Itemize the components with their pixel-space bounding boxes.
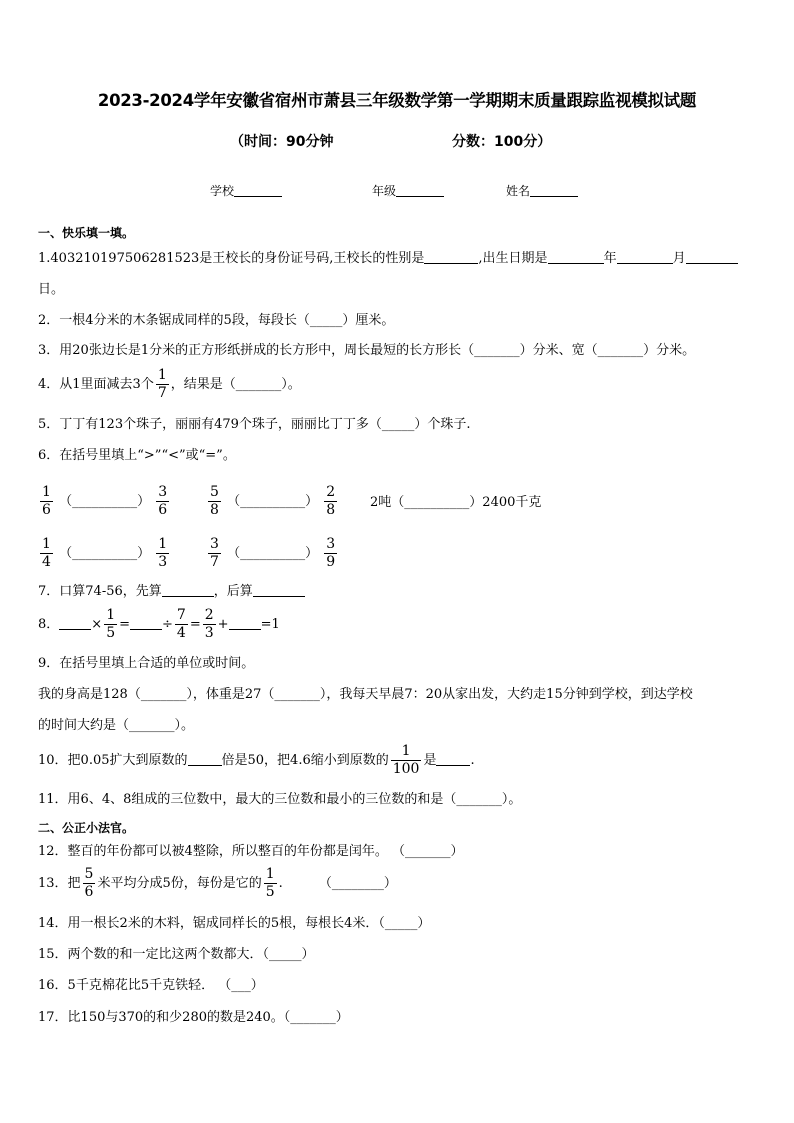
q1-blank-day[interactable] xyxy=(686,251,738,264)
q6-2-right-fraction xyxy=(324,484,337,519)
q10-text-c: 是 xyxy=(423,753,437,768)
times-sign: × xyxy=(91,617,103,632)
q6-3-answer-blank[interactable]: （__________） xyxy=(391,495,483,510)
question-13 xyxy=(38,866,397,901)
q10-text-d: . xyxy=(470,753,475,768)
question-10 xyxy=(38,743,475,778)
q6-1-answer-blank[interactable]: （__________） xyxy=(59,494,151,509)
plus-sign: + xyxy=(217,617,229,632)
q6-4-right-fraction xyxy=(156,536,169,571)
q4-denominator: 7 xyxy=(157,385,167,401)
q6-item-5 xyxy=(206,536,339,571)
question-7 xyxy=(38,583,305,601)
page-title: 2023-2024学年安徽省宿州市萧县三年级数学第一学期期末质量跟踪监视模拟试题 xyxy=(97,91,697,110)
denominator: 6 xyxy=(42,502,51,518)
denominator: 6 xyxy=(84,884,94,900)
denominator: 4 xyxy=(176,625,186,641)
question-6: 6．在括号里填上“>”“<”或“=”。 xyxy=(38,448,236,463)
question-1 xyxy=(38,250,738,268)
q8-result: =1 xyxy=(260,617,280,632)
q6-5-right-fraction xyxy=(324,536,337,571)
numerator: 1 xyxy=(391,743,422,761)
numerator: 1 xyxy=(106,607,116,623)
q10-blank-2[interactable] xyxy=(436,753,470,766)
denominator: 9 xyxy=(326,554,336,570)
q10-fraction xyxy=(391,743,422,778)
q4-text-b: ，结果是（_______）。 xyxy=(170,377,301,392)
q6-5-left-fraction xyxy=(208,536,221,571)
numerator: 3 xyxy=(158,484,168,500)
question-5: 5．丁丁有123个珠子，丽丽有479个珠子，丽丽比丁丁多（_____）个珠子. xyxy=(38,417,471,432)
exam-score: 分数：100分） xyxy=(452,134,552,150)
q6-item-1 xyxy=(38,484,171,519)
q8-fraction-2 xyxy=(175,607,188,642)
denominator: 3 xyxy=(204,625,214,641)
question-9-line-1: 我的身高是128（_______），体重是27（_______），我每天早晨7：20从家出发，大约走15分钟到学校，到达学校 xyxy=(38,687,693,702)
q1-text-c: 年 xyxy=(603,251,617,266)
q1-blank-month[interactable] xyxy=(617,251,673,264)
q6-item-2 xyxy=(206,484,339,519)
q6-2-left-fraction xyxy=(208,484,221,519)
denominator: 3 xyxy=(158,554,168,570)
denominator: 6 xyxy=(158,502,168,518)
q8-fraction-1 xyxy=(104,607,117,642)
q13-text-a: 13．把 xyxy=(38,876,81,891)
question-1-cont: 日。 xyxy=(38,282,65,297)
q4-text-a: 4．从1里面减去3个 xyxy=(38,377,154,392)
numerator: 2 xyxy=(204,607,214,623)
numerator: 5 xyxy=(84,866,94,882)
q7-text-a: 7．口算74-56，先算 xyxy=(38,584,162,599)
numerator: 3 xyxy=(326,536,336,552)
q1-blank-gender[interactable] xyxy=(424,251,478,264)
numerator: 2 xyxy=(326,484,336,500)
denominator: 5 xyxy=(106,625,116,641)
question-4 xyxy=(38,367,301,402)
numerator: 1 xyxy=(158,536,168,552)
q8-blank-1[interactable] xyxy=(59,617,91,630)
q8-fraction-3 xyxy=(203,607,216,642)
q6-3-right: 2400千克 xyxy=(482,495,542,510)
equals-sign: = xyxy=(119,617,131,632)
numerator: 1 xyxy=(265,866,275,882)
q1-blank-year[interactable] xyxy=(548,251,604,264)
name-field xyxy=(506,182,578,199)
school-label: 学校 xyxy=(210,184,235,198)
q6-3-left: 2吨 xyxy=(370,495,392,510)
numerator: 5 xyxy=(210,484,219,500)
grade-blank[interactable] xyxy=(396,184,444,197)
denominator: 8 xyxy=(326,502,336,518)
denominator: 4 xyxy=(42,554,51,570)
q1-text-d: 月 xyxy=(672,251,686,266)
question-15: 15．两个数的和一定比这两个数都大．（_____） xyxy=(38,947,315,962)
q7-text-b: ，后算 xyxy=(213,584,253,599)
question-14: 14．用一根长2米的木料，锯成同样长的5根，每根长4米．（_____） xyxy=(38,916,431,931)
q13-fraction-1 xyxy=(83,866,96,901)
exam-time: （时间：90分钟 xyxy=(230,134,334,150)
question-8 xyxy=(38,607,280,642)
q10-text-b: 倍是50，把4.6缩小到原数的 xyxy=(221,753,389,768)
q10-blank-1[interactable] xyxy=(188,753,222,766)
grade-field xyxy=(372,182,444,199)
q13-fraction-2 xyxy=(264,866,277,901)
grade-label: 年级 xyxy=(372,184,397,198)
q1-text-b: ,出生日期是 xyxy=(478,251,548,266)
question-16: 16．5千克棉花比5千克铁轻． （___） xyxy=(38,978,264,993)
q6-5-answer-blank[interactable]: （__________） xyxy=(227,546,319,561)
name-label: 姓名 xyxy=(506,184,531,198)
question-17: 17．比150与370的和少280的数是240。（_______） xyxy=(38,1010,349,1025)
q6-1-right-fraction xyxy=(156,484,169,519)
q8-blank-2[interactable] xyxy=(130,617,162,630)
numerator: 7 xyxy=(176,607,186,623)
numerator: 3 xyxy=(210,536,219,552)
equals-sign: = xyxy=(189,617,201,632)
section-2-heading: 二、公正小法官。 xyxy=(38,821,135,835)
q8-number: 8． xyxy=(38,617,60,632)
q4-numerator: 1 xyxy=(157,367,167,383)
q13-answer-blank[interactable]: （________） xyxy=(318,876,397,891)
numerator: 1 xyxy=(42,484,51,500)
question-2: 2．一根4分米的木条锯成同样的5段，每段长（_____）厘米。 xyxy=(38,313,395,328)
section-1-heading: 一、快乐填一填。 xyxy=(38,226,135,240)
q6-4-left-fraction xyxy=(40,536,53,571)
question-11: 11．用6、4、8组成的三位数中，最大的三位数和最小的三位数的和是（_______）。 xyxy=(38,792,522,807)
q6-4-answer-blank[interactable]: （__________） xyxy=(59,546,151,561)
school-field xyxy=(210,182,282,199)
question-12: 12．整百的年份都可以被4整除，所以整百的年份都是闰年。 （_______） xyxy=(38,844,464,859)
q10-text-a: 10．把0.05扩大到原数的 xyxy=(38,753,188,768)
q6-item-3 xyxy=(370,494,541,512)
question-9-line-2: 的时间大约是（_______）。 xyxy=(38,718,195,733)
q1-text-a: 1.403210197506281523是王校长的身份证号码,王校长的性别是 xyxy=(38,251,425,266)
question-3: 3．用20张边长是1分米的正方形纸拼成的长方形中，周长最短的长方形长（_______）分米、宽（_______）分米。 xyxy=(38,343,696,358)
q4-fraction xyxy=(156,367,169,402)
q13-text-c: . xyxy=(278,876,283,891)
q13-text-b: 米平均分成5份，每份是它的 xyxy=(97,876,262,891)
q6-1-left-fraction xyxy=(40,484,53,519)
name-blank[interactable] xyxy=(530,184,578,197)
denominator: 8 xyxy=(210,502,219,518)
denominator: 5 xyxy=(265,884,275,900)
numerator: 1 xyxy=(42,536,51,552)
denominator: 100 xyxy=(392,761,420,777)
q6-2-answer-blank[interactable]: （__________） xyxy=(227,494,319,509)
q8-blank-3[interactable] xyxy=(229,617,261,630)
q6-item-4 xyxy=(38,536,171,571)
divide-sign: ÷ xyxy=(162,617,173,632)
q7-blank-2[interactable] xyxy=(253,584,305,597)
question-9: 9．在括号里填上合适的单位或时间。 xyxy=(38,656,255,671)
q7-blank-1[interactable] xyxy=(162,584,214,597)
denominator: 7 xyxy=(210,554,219,570)
school-blank[interactable] xyxy=(234,184,282,197)
